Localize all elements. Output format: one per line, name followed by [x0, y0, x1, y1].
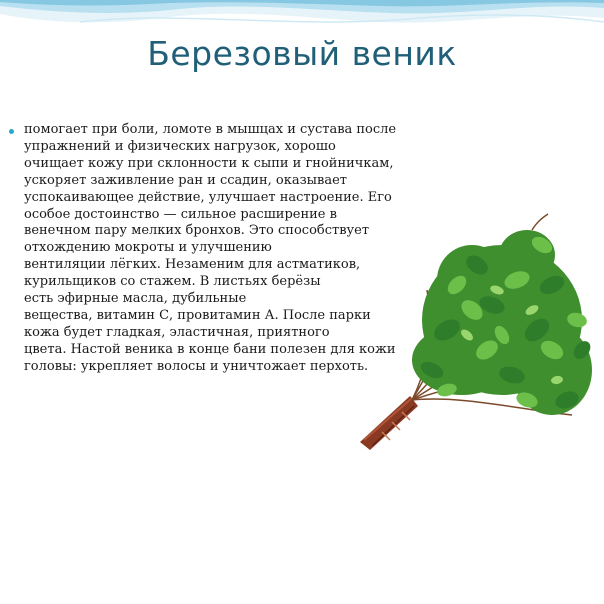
text-line: есть эфирные масла, дубильные: [24, 291, 247, 307]
text-line: вентиляции лёгких. Незаменим для астматиков,: [24, 257, 361, 273]
bullet-dot-icon: [9, 129, 14, 134]
birch-broom-image: [352, 210, 597, 450]
text-line: курильщиков со стажем. В листьях берёзы: [24, 274, 321, 290]
text-line: ускоряет заживление ран и ссадин, оказывает: [24, 172, 347, 188]
text-line: помогает при боли, ломоте в мышцах и сустава после: [24, 122, 397, 137]
text-line: цвета. Настой веника в конце бани полезен для кожи: [24, 341, 396, 357]
text-line: вещества, витамин С, провитамин А. После парки: [24, 307, 371, 323]
page-title: Березовый веник: [147, 34, 457, 73]
text-line: очищает кожу при склонности к сыпи и гнойничкам,: [24, 155, 394, 171]
text-line: особое достоинство — сильное расширение в: [24, 206, 337, 222]
text-line: кожа будет гладкая, эластичная, приятного: [24, 324, 330, 340]
text-line: головы: укрепляет волосы и уничтожает перхоть.: [24, 358, 369, 374]
text-line: успокаивающее действие, улучшает настроение. Его: [24, 189, 392, 205]
text-line: упражнений и физических нагрузок, хорошо: [24, 138, 336, 154]
text-line: отхождению мокроты и улучшению: [24, 240, 272, 256]
text-line: венечном пару мелких бронхов. Это способствует: [24, 223, 370, 239]
